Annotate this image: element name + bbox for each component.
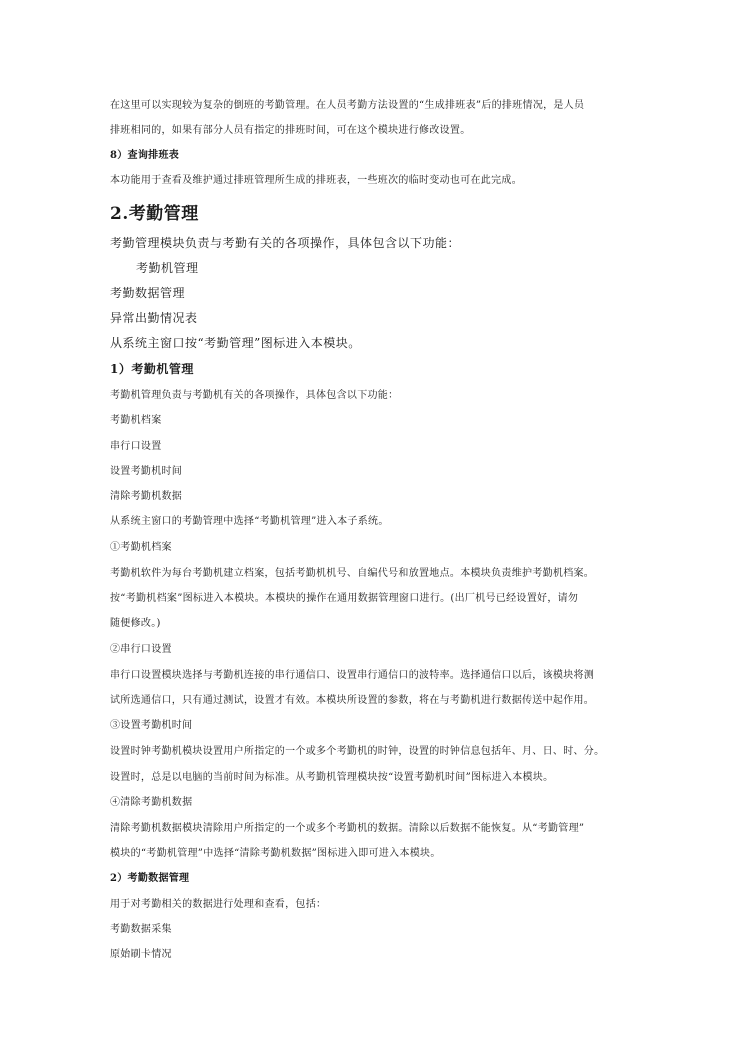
chapter-heading: 2.考勤管理 (110, 204, 199, 224)
paragraph-line: 本功能用于查看及维护通过排班管理所生成的排班表，一些班次的临时变动也可在此完成。 (110, 175, 522, 186)
list-item: 清除考勤机数据 (110, 491, 183, 502)
paragraph-line: 从系统主窗口按“考勤管理”图标进入本模块。 (110, 336, 361, 350)
paragraph-line: 设置时，总是以电脑的当前时间为标准。从考勤机管理模块按“设置考勤机时间”图标进入本模块。 (110, 772, 554, 783)
list-item: 设置考勤机时间 (110, 466, 183, 477)
section-heading: 2）考勤数据管理 (110, 873, 190, 884)
subsection-heading: ①考勤机档案 (110, 542, 172, 553)
paragraph-line: 从系统主窗口的考勤管理中选择“考勤机管理”进入本子系统。 (110, 516, 389, 527)
paragraph-line: 设置时钟考勤机模块设置用户所指定的一个或多个考勤机的时钟，设置的时钟信息包括年、月、日、时、分。 (110, 746, 605, 757)
paragraph-line: 清除考勤机数据模块清除用户所指定的一个或多个考勤机的数据。清除以后数据不能恢复。从“考勤管理” (110, 823, 585, 834)
paragraph-line: 排班相同的，如果有部分人员有指定的排班时间，可在这个模块进行修改设置。 (110, 125, 471, 136)
subsection-heading: ④清除考勤机数据 (110, 797, 193, 808)
paragraph-line: 考勤机管理负责与考勤机有关的各项操作，具体包含以下功能： (110, 390, 399, 401)
paragraph-line: 串行口设置模块选择与考勤机连接的串行通信口、设置串行通信口的波特率。选择通信口以后，该模块将测 (110, 670, 595, 681)
paragraph-line: 随便修改。) (110, 618, 161, 629)
list-item: 考勤数据采集 (110, 924, 172, 935)
section-heading: 8）查询排班表 (110, 150, 180, 161)
paragraph-line: 在这里可以实现较为复杂的倒班的考勤管理。在人员考勤方法设置的“生成排班表”后的排班情况，是人员 (110, 100, 585, 111)
list-item: 考勤机管理 (136, 261, 199, 275)
paragraph-line: 用于对考勤相关的数据进行处理和查看，包括： (110, 899, 327, 910)
list-item: 异常出勤情况表 (110, 311, 198, 325)
paragraph-line: 试所选通信口，只有通过测试，设置才有效。本模块所设置的参数，将在与考勤机进行数据传送中起作用。 (110, 695, 595, 706)
subsection-heading: ③设置考勤机时间 (110, 720, 193, 731)
subsection-heading: ②串行口设置 (110, 644, 172, 655)
list-item: 串行口设置 (110, 441, 162, 452)
list-item: 原始刷卡情况 (110, 949, 172, 960)
section-heading: 1）考勤机管理 (110, 362, 194, 376)
list-item: 考勤机档案 (110, 415, 162, 426)
paragraph-line: 考勤管理模块负责与考勤有关的各项操作，具体包含以下功能： (110, 236, 461, 250)
paragraph-line: 考勤机软件为每台考勤机建立档案，包括考勤机机号、自编代号和放置地点。本模块负责维护考勤机档案。 (110, 568, 595, 579)
paragraph-line: 模块的“考勤机管理”中选择“清除考勤机数据”图标进入即可进入本模块。 (110, 848, 441, 859)
list-item: 考勤数据管理 (110, 286, 186, 300)
paragraph-line: 按“考勤机档案”图标进入本模块。本模块的操作在通用数据管理窗口进行。(出厂机号已经设置好，请勿 (110, 593, 579, 604)
